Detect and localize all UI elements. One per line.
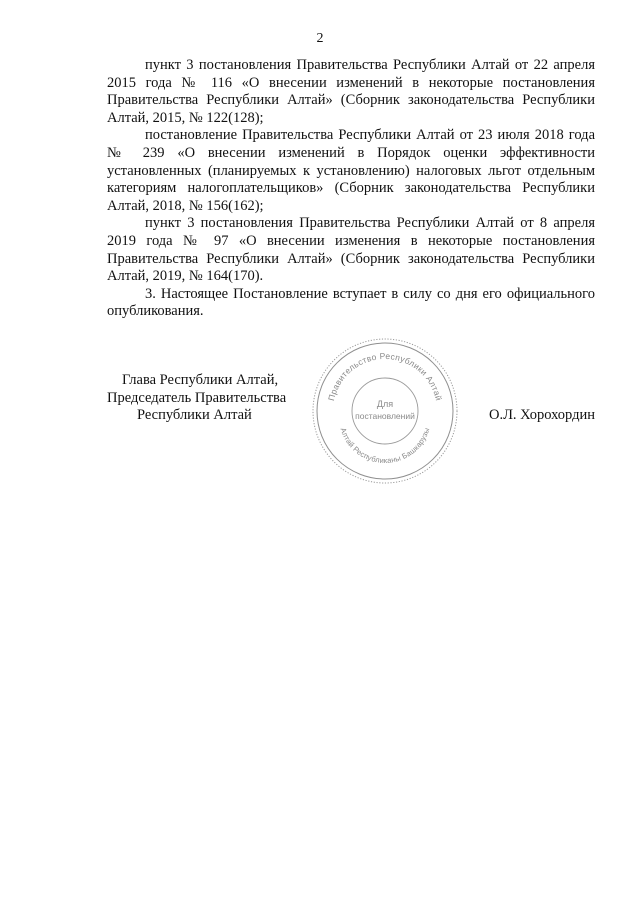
document-body: [107, 57, 595, 321]
paragraph-1: пункт 3 постановления Правительства Республики Алтай от 22 апреля 2015 года № 116 «О внесении изменений в некоторые постановления Правительства Республики Алтай» (Сборник законодательства Республики Алтай, 2015, № 122(128);: [107, 57, 595, 126]
seal-graphic: [309, 335, 461, 487]
seal-bottom-text: Алтай Республиканы Башкарузы: [338, 426, 432, 466]
seal-inner-top: Для: [376, 399, 394, 409]
signatory-title-line-3: Республики Алтай: [137, 407, 252, 424]
official-seal-stamp: [309, 335, 461, 487]
signatory-name: О.Л. Хорохордин: [488, 407, 595, 423]
signatory-title-line-1: Глава Республики Алтай,: [122, 372, 279, 388]
seal-outer-text: Правительство Республики Алтай: [326, 350, 444, 402]
seal-inner-bottom: постановлений: [355, 411, 415, 421]
signatory-title-line-2: Председатель Правительства: [107, 389, 287, 406]
page-number: 2: [316, 31, 324, 46]
paragraph-4: 3. Настоящее Постановление вступает в силу со дня его официального опубликования.: [107, 285, 595, 320]
paragraph-3: пункт 3 постановления Правительства Республики Алтай от 8 апреля 2019 года № 97 «О внесении изменения в некоторые постановления Правительства Республики Алтай» (Сборник законодательства Республики Алтай, 2019, № 164(170).: [107, 215, 595, 285]
paragraph-2: постановление Правительства Республики Алтай от 23 июля 2018 года № 239 «О внесении изменений в Порядок оценки эффективности установленных (планируемых к установлению) налоговых льгот отдельным категориям налогоплательщиков» (Сборник законодательства Республики Алтай, 2018, № 156(162);: [107, 127, 595, 214]
signatory-title: [107, 372, 307, 425]
